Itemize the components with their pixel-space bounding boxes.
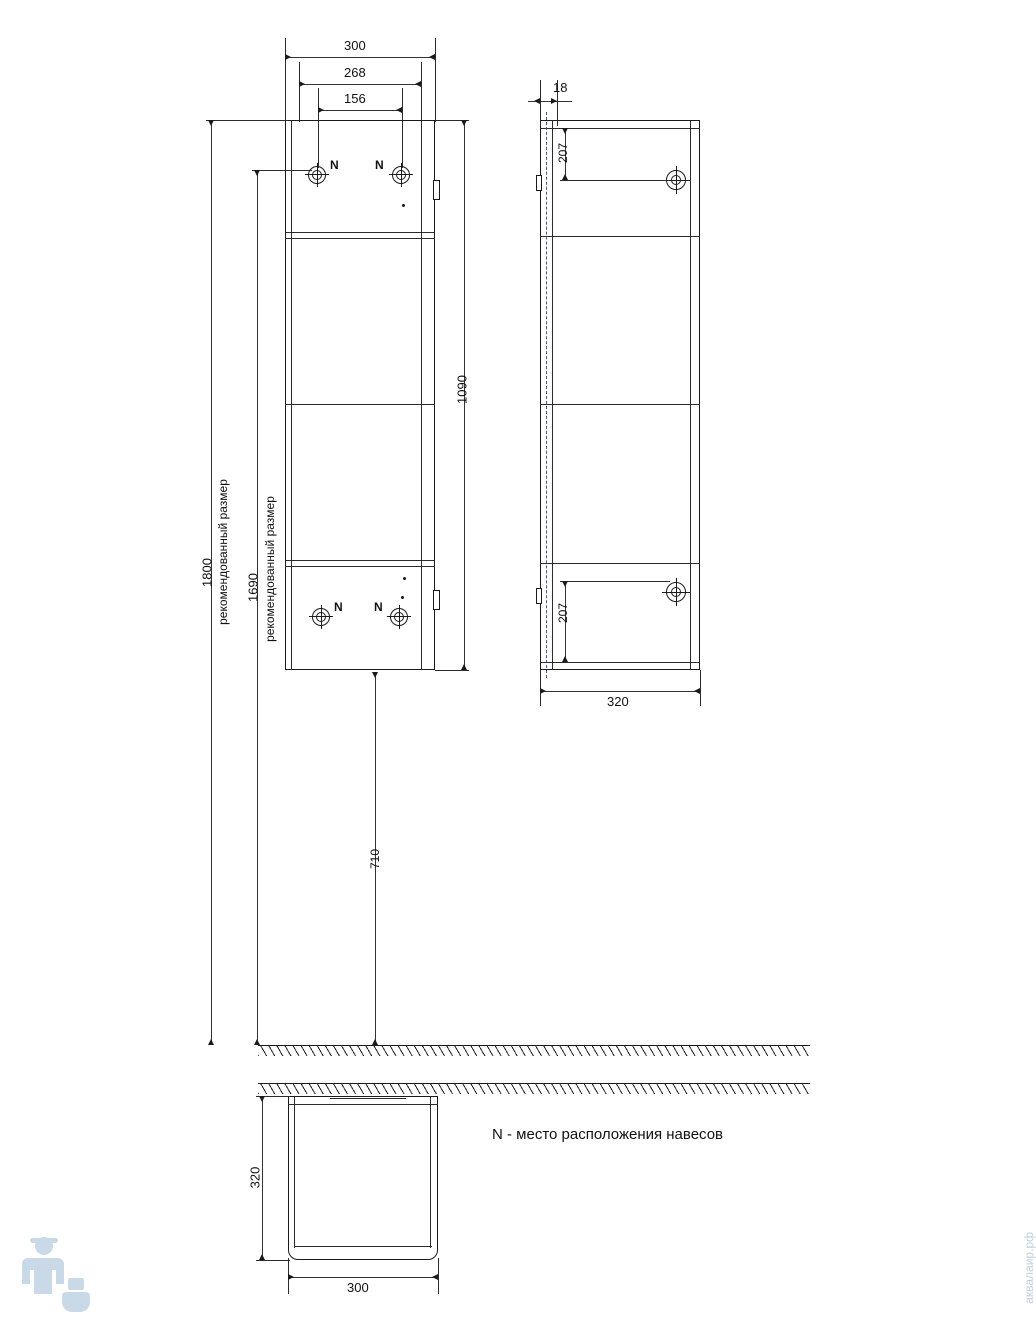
mount-location-note: N - место расположения навесов (492, 1126, 724, 1143)
ext-line-front-right (435, 38, 436, 122)
side-view-front-panel-line (690, 120, 691, 670)
recommended-size-label-1800: рекомендованный размер (216, 479, 230, 625)
front-view-mount-mid-dot (403, 577, 406, 580)
front-view-cabinet-body (285, 120, 435, 670)
dim-arrow-18-right (551, 98, 557, 104)
floor-hatch-main (258, 1046, 810, 1056)
mount-label-top-left: N (330, 158, 339, 172)
ext-line-156-right (402, 88, 403, 168)
side-view-mount-bottom-tick-v (676, 578, 677, 606)
dim-arrow-320-side-left (540, 688, 546, 694)
dim-arrow-top-320-b (259, 1254, 265, 1260)
side-view-back-panel-line (552, 120, 553, 670)
dim-label-207-top: 207 (556, 142, 570, 164)
dim-arrow-300-left (285, 54, 291, 60)
dim-label-207-bottom: 207 (556, 602, 570, 624)
ext-line-207-bottom-b (560, 581, 670, 582)
top-view-cabinet-body (288, 1096, 438, 1260)
front-view-right-panel-line (421, 120, 422, 670)
mount-label-bottom-right: N (374, 600, 383, 614)
dim-label-1800: 1800 (199, 558, 215, 587)
dim-label-156: 156 (344, 91, 366, 106)
dim-arrow-710-top (372, 672, 378, 678)
watermark-site: аквалаир.рф (1022, 1232, 1036, 1304)
dim-label-18: 18 (553, 80, 568, 95)
front-view-shelf-line-1b (285, 238, 435, 239)
side-view-mount-top-tick-v (676, 166, 677, 194)
front-view-left-panel-line (291, 120, 292, 670)
ext-line-268-right (421, 62, 422, 122)
floor-hatch-top-view (258, 1084, 810, 1094)
front-view-mount-bottom-right-dot (401, 596, 404, 599)
ext-line-18-left (540, 80, 541, 126)
dim-arrow-1090-top (461, 120, 467, 126)
plumber-logo-icon (14, 1232, 92, 1318)
dim-arrow-300-right (429, 54, 435, 60)
dim-arrow-320-side-right (694, 688, 700, 694)
ext-line-156-left (318, 88, 319, 168)
dim-arrow-18-left (534, 98, 540, 104)
ext-line-1800-top (206, 120, 288, 121)
front-view-mount-bottom-left-tick-v (321, 605, 322, 629)
top-view-back-line (288, 1104, 438, 1105)
side-view-handle-top (536, 175, 542, 191)
dim-label-300-front: 300 (344, 38, 366, 53)
dim-line-300-front (285, 57, 435, 58)
top-view-front-line (294, 1246, 432, 1247)
dim-arrow-268-left (299, 81, 305, 87)
dim-arrow-156-left (318, 107, 324, 113)
front-view-shelf-line-3 (285, 560, 435, 561)
dim-line-top-300 (288, 1277, 438, 1278)
ext-line-207-top-b (560, 180, 670, 181)
side-view-shelf-3 (540, 563, 700, 564)
side-view-handle-bottom (536, 588, 542, 604)
ext-line-top-300-right (438, 1258, 439, 1294)
dim-arrow-156-right (396, 107, 402, 113)
front-view-shelf-line-1 (285, 232, 435, 233)
ext-line-1090-bottom (435, 670, 469, 671)
ext-line-1690-top (252, 170, 312, 171)
front-view-handle-top (433, 180, 440, 200)
side-view-shelf-2 (540, 404, 700, 405)
dim-label-top-320: 320 (247, 1166, 263, 1189)
dim-label-320-side: 320 (607, 694, 629, 709)
ext-line-207-bottom-a (552, 662, 582, 663)
side-view-shelf-1 (540, 236, 700, 237)
dim-label-1090: 1090 (454, 375, 470, 404)
ext-line-front-left (285, 38, 286, 122)
dim-arrow-1090-bottom (461, 664, 467, 670)
dim-label-top-300: 300 (347, 1280, 369, 1295)
front-view-mount-top-right-dot (402, 204, 405, 207)
ext-line-top-320-b (256, 1260, 290, 1261)
dim-line-320-side (540, 691, 700, 692)
ext-line-320-right (700, 670, 701, 706)
front-view-handle-bottom (433, 590, 440, 610)
dim-arrow-268-right (415, 81, 421, 87)
mount-label-bottom-left: N (334, 600, 343, 614)
side-view-center-axis (546, 112, 547, 678)
top-view-right-inner (430, 1096, 431, 1248)
front-view-shelf-line-2 (285, 404, 435, 405)
dim-arrow-top-300-left (288, 1274, 294, 1280)
ext-line-268-left (299, 62, 300, 122)
dim-label-268: 268 (344, 65, 366, 80)
top-view-panel-split (330, 1098, 406, 1099)
dim-arrow-1690-top (254, 170, 260, 176)
dim-label-710: 710 (368, 848, 382, 870)
dim-line-156 (318, 110, 402, 111)
dim-arrow-1800-top (208, 120, 214, 126)
dim-arrow-top-300-right (432, 1274, 438, 1280)
front-view-shelf-line-3b (285, 566, 435, 567)
dim-line-268 (299, 84, 421, 85)
mount-label-top-right: N (375, 158, 384, 172)
dim-arrow-207-bottom-b (562, 656, 568, 662)
top-view-left-inner (294, 1096, 295, 1248)
dim-label-1690: 1690 (245, 573, 261, 602)
dim-arrow-1800-bottom (208, 1039, 214, 1045)
front-view-mount-bottom-right-tick-v (399, 605, 400, 629)
dim-arrow-top-320-a (259, 1096, 265, 1102)
recommended-size-label-1690: рекомендованный размер (263, 496, 277, 642)
dim-arrow-207-bottom-a (562, 581, 568, 587)
